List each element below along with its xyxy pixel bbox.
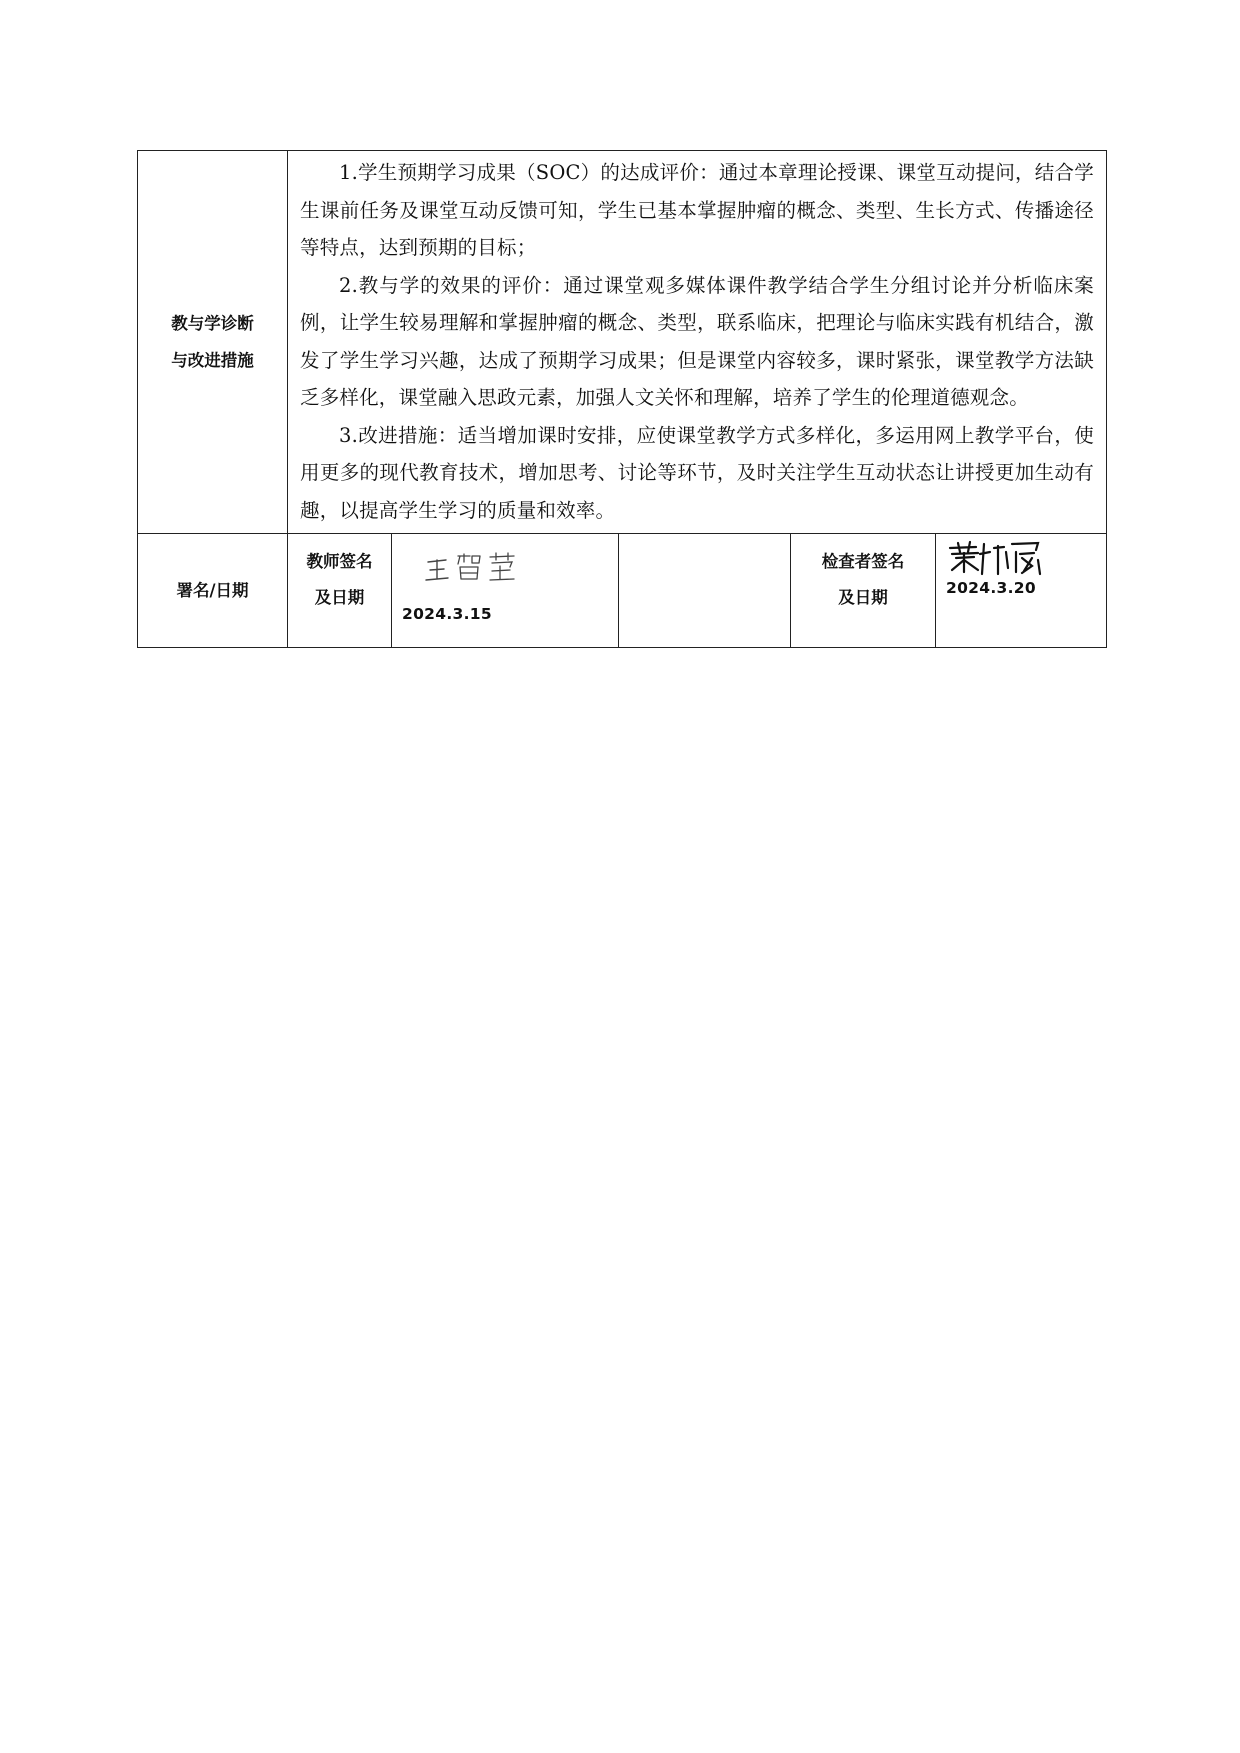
teacher-handwritten-signature xyxy=(422,548,522,588)
teacher-signature-label xyxy=(288,534,392,648)
evaluation-paragraph-1: 1.学生预期学习成果（SOC）的达成评价：通过本章理论授课、课堂互动提问，结合学生课前任务及课堂互动反馈可知，学生已基本掌握肿瘤的概念、类型、生长方式、传播途径等特点，达到预期的目标； xyxy=(300,161,1094,259)
signature-row xyxy=(138,534,1107,648)
reviewer-handwritten-signature xyxy=(946,538,1046,578)
blank-cell xyxy=(619,534,791,648)
teacher-signature-cell xyxy=(392,534,619,648)
signature-row-label: 署名/日期 xyxy=(138,534,288,648)
reviewer-signature-cell xyxy=(936,534,1107,648)
evaluation-label-line1: 教与学诊断 xyxy=(171,314,254,333)
reviewer-label-line1: 检查者签名 xyxy=(821,552,905,571)
teacher-label-line2: 及日期 xyxy=(314,588,365,607)
evaluation-label-line2: 与改进措施 xyxy=(171,351,254,370)
reviewer-sign-date: 2024.3.20 xyxy=(946,579,1036,597)
evaluation-paragraph-3: 3.改进措施：适当增加课时安排，应使课堂教学方式多样化，多运用网上教学平台，使用更多的现代教育技术，增加思考、讨论等环节，及时关注学生互动状态让讲授更加生动有趣，以提高学生学习的质量和效率。 xyxy=(300,423,1094,522)
evaluation-label-cell xyxy=(138,151,288,534)
reviewer-label-line2: 及日期 xyxy=(838,588,888,607)
evaluation-content-cell xyxy=(288,151,1107,534)
evaluation-paragraph-2: 2.教与学的效果的评价：通过课堂观多媒体课件教学结合学生分组讨论并分析临床案例，让学生较易理解和掌握肿瘤的概念、类型，联系临床，把理论与临床实践有机结合，激发了学生学习兴趣，达成了预期学习成果；但是课堂内容较多，课时紧张，课堂教学方法缺乏多样化，课堂融入思政元素，加强人文关怀和理解，培养了学生的伦理道德观念。 xyxy=(300,273,1094,409)
evaluation-table xyxy=(137,150,1107,648)
teacher-sign-date: 2024.3.15 xyxy=(402,605,492,623)
evaluation-row xyxy=(138,151,1107,534)
teacher-label-line1: 教师签名 xyxy=(306,552,373,571)
reviewer-signature-label xyxy=(791,534,936,648)
